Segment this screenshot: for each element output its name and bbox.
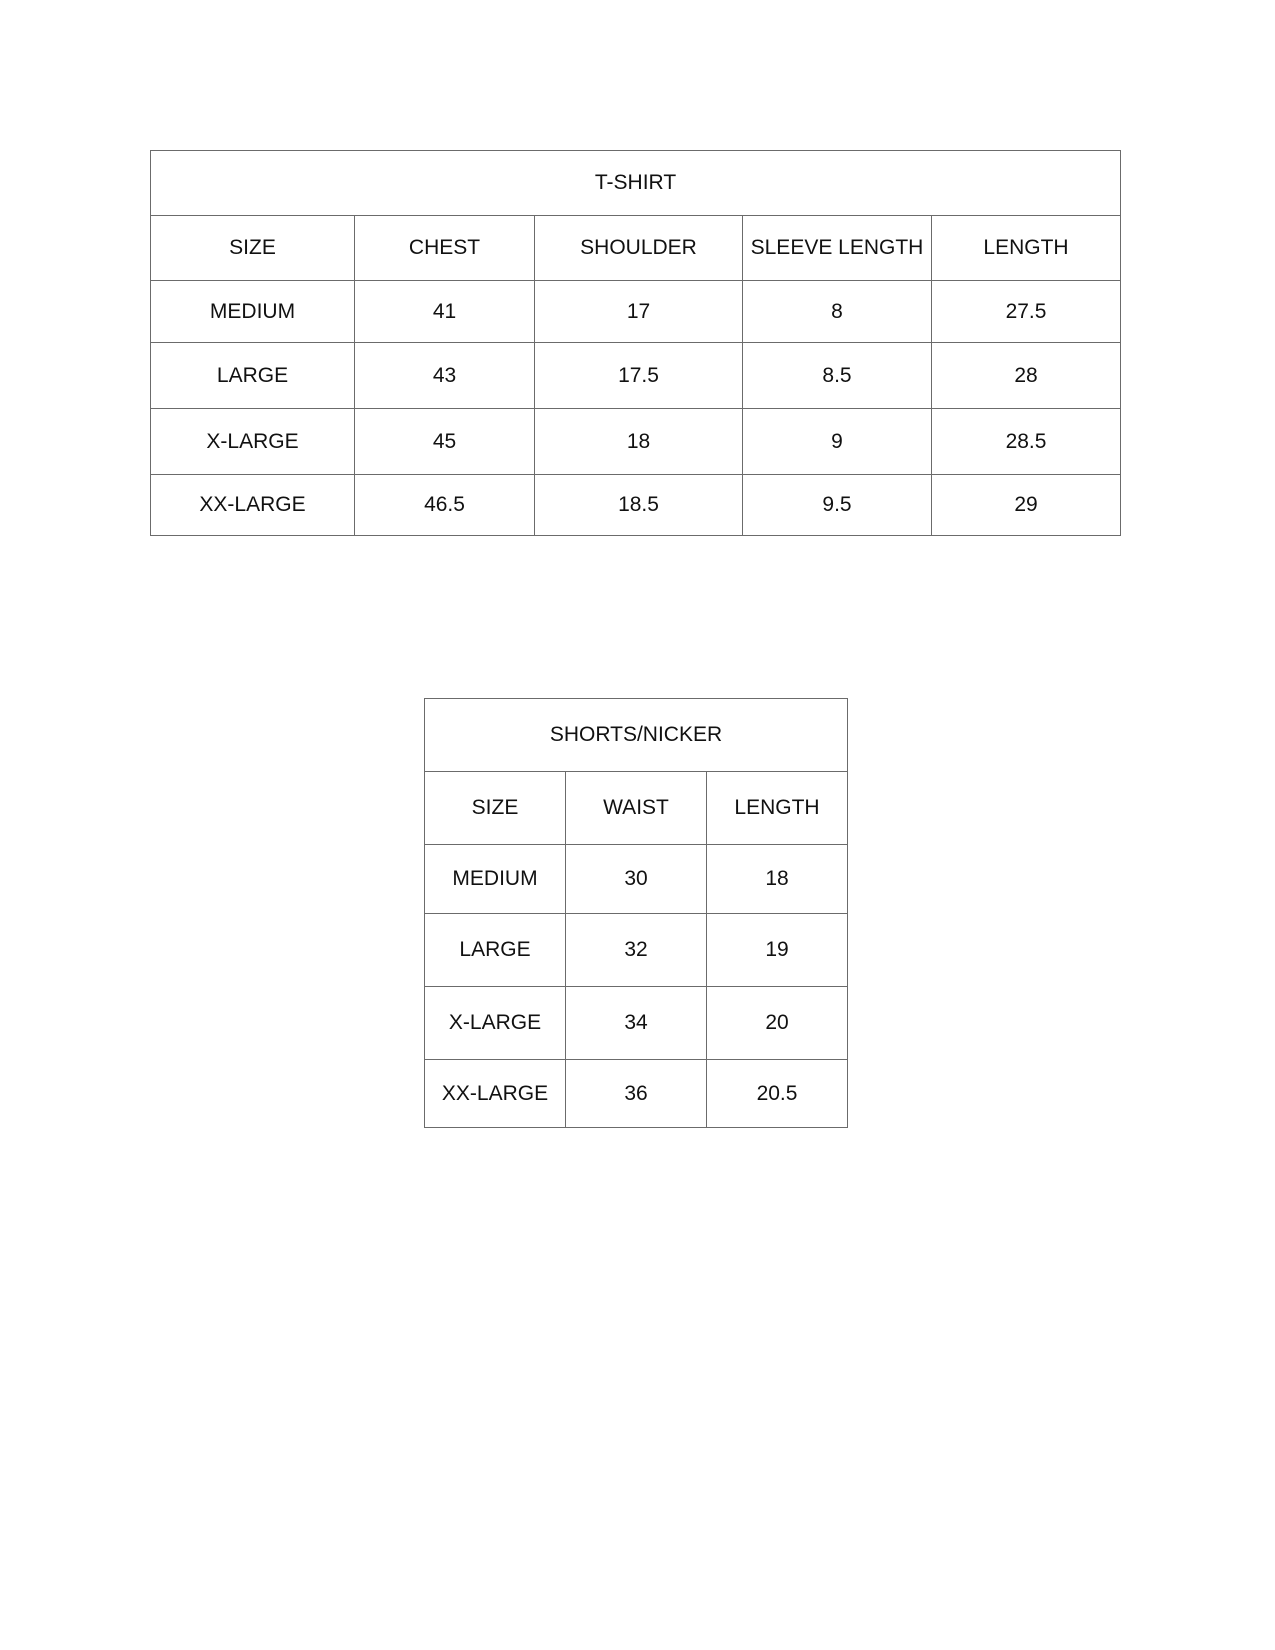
header-shoulder: SHOULDER (535, 216, 743, 281)
header-length: LENGTH (932, 216, 1121, 281)
table-row (151, 343, 1121, 409)
size-cell: MEDIUM (425, 845, 566, 914)
length-cell: 29 (932, 475, 1121, 536)
table-row (151, 409, 1121, 475)
table-row (151, 475, 1121, 536)
table-row (425, 987, 848, 1060)
header-length: LENGTH (707, 772, 848, 845)
length-cell: 19 (707, 914, 848, 987)
table-row (425, 845, 848, 914)
size-cell: X-LARGE (151, 409, 355, 475)
sleeve-length-cell: 8.5 (743, 343, 932, 409)
waist-cell: 34 (566, 987, 707, 1060)
table-header-row (425, 772, 848, 845)
chest-cell: 41 (355, 281, 535, 343)
length-cell: 20.5 (707, 1060, 848, 1128)
waist-cell: 36 (566, 1060, 707, 1128)
chest-cell: 46.5 (355, 475, 535, 536)
sleeve-length-cell: 9 (743, 409, 932, 475)
waist-cell: 30 (566, 845, 707, 914)
table-title-row (425, 699, 848, 772)
header-size: SIZE (151, 216, 355, 281)
header-sleeve-length: SLEEVE LENGTH (743, 216, 932, 281)
length-cell: 20 (707, 987, 848, 1060)
length-cell: 27.5 (932, 281, 1121, 343)
size-cell: XX-LARGE (151, 475, 355, 536)
shoulder-cell: 18 (535, 409, 743, 475)
length-cell: 18 (707, 845, 848, 914)
header-chest: CHEST (355, 216, 535, 281)
sleeve-length-cell: 9.5 (743, 475, 932, 536)
chest-cell: 43 (355, 343, 535, 409)
shoulder-cell: 18.5 (535, 475, 743, 536)
length-cell: 28.5 (932, 409, 1121, 475)
shorts-table-title: SHORTS/NICKER (425, 699, 848, 772)
length-cell: 28 (932, 343, 1121, 409)
chest-cell: 45 (355, 409, 535, 475)
size-cell: MEDIUM (151, 281, 355, 343)
table-header-row (151, 216, 1121, 281)
table-row (425, 914, 848, 987)
waist-cell: 32 (566, 914, 707, 987)
shorts-size-table (424, 698, 848, 1128)
shoulder-cell: 17.5 (535, 343, 743, 409)
table-row (425, 1060, 848, 1128)
size-cell: LARGE (151, 343, 355, 409)
shoulder-cell: 17 (535, 281, 743, 343)
header-waist: WAIST (566, 772, 707, 845)
header-size: SIZE (425, 772, 566, 845)
tshirt-table-title: T-SHIRT (151, 151, 1121, 216)
table-title-row (151, 151, 1121, 216)
tshirt-size-table (150, 150, 1121, 536)
size-cell: XX-LARGE (425, 1060, 566, 1128)
size-cell: X-LARGE (425, 987, 566, 1060)
size-cell: LARGE (425, 914, 566, 987)
table-row (151, 281, 1121, 343)
sleeve-length-cell: 8 (743, 281, 932, 343)
